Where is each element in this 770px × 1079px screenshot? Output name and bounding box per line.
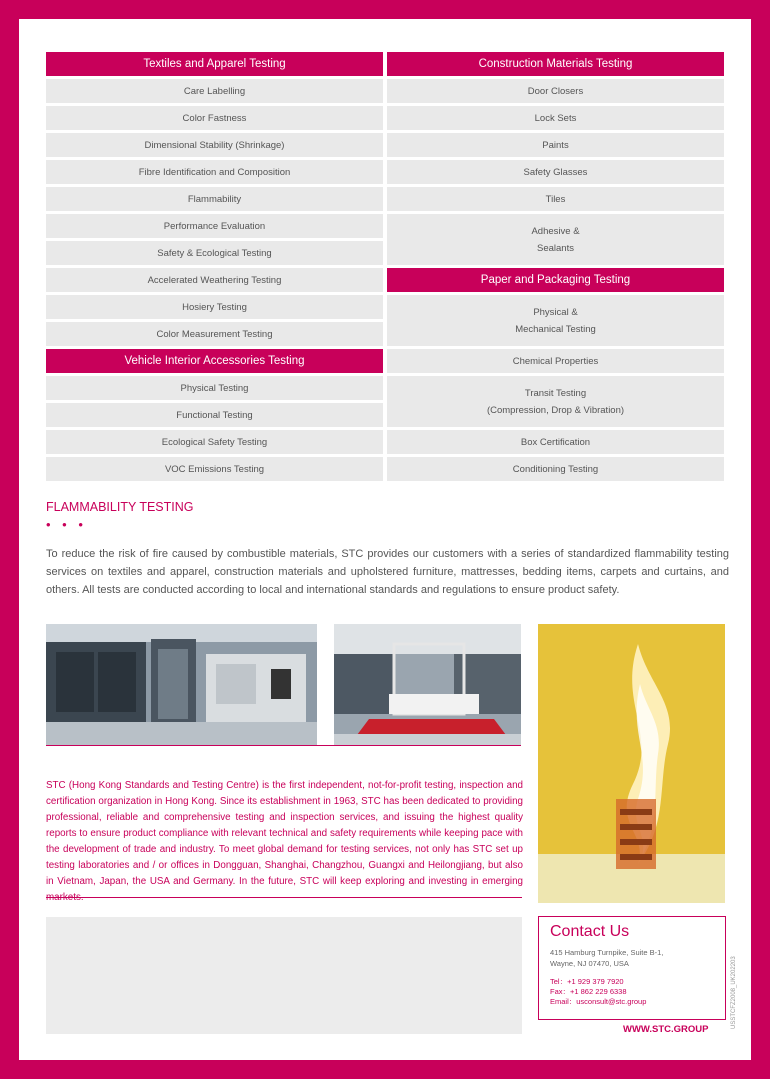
table-row-line: Sealants — [537, 242, 574, 254]
contact-fax: Fax：+1 862 229 6338 — [550, 987, 627, 996]
photo-divider — [46, 745, 521, 746]
contact-address-line1: 415 Hamburg Turnpike, Suite B-1, — [550, 948, 664, 957]
table-row: Functional Testing — [46, 403, 383, 427]
document-code: USSTCFZ2008_UK202203 — [731, 956, 737, 1029]
table-row: Color Fastness — [46, 106, 383, 130]
table-row: Hosiery Testing — [46, 295, 383, 319]
table-row: Lock Sets — [387, 106, 724, 130]
page — [19, 19, 751, 1060]
table-row: Flammability — [46, 187, 383, 211]
contact-title: Contact Us — [550, 923, 630, 940]
table-row: Safety & Ecological Testing — [46, 241, 383, 265]
table-row — [387, 376, 724, 427]
table-row: Physical Testing — [46, 376, 383, 400]
left-test-table — [46, 52, 383, 484]
contact-email[interactable]: Email：usconsult@stc.group — [550, 997, 647, 1006]
table-row: Accelerated Weathering Testing — [46, 268, 383, 292]
table-row-line: Mechanical Testing — [515, 323, 596, 335]
flame-photo — [538, 624, 725, 903]
table-row-line: Transit Testing — [524, 387, 587, 399]
right-test-table — [387, 52, 724, 484]
table-row-line: Adhesive & — [531, 225, 580, 237]
table-row — [387, 295, 724, 346]
table-row: Chemical Properties — [387, 349, 724, 373]
table-header: Construction Materials Testing — [387, 52, 724, 76]
contact-box — [538, 916, 726, 1020]
table-row: Performance Evaluation — [46, 214, 383, 238]
table-row: Door Closers — [387, 79, 724, 103]
table-row-line: Physical & — [533, 306, 578, 318]
table-row: VOC Emissions Testing — [46, 457, 383, 481]
section-intro: To reduce the risk of fire caused by combustible materials, STC provides our customers with a series of standardized flammability testing services on textiles and apparel, construction materials and upholstered furniture, mattresses, bedding items, carpets and curtains, and others. All tests are conducted according to local and international standards and regulations to ensure product safety. — [46, 548, 729, 596]
about-divider — [46, 897, 522, 898]
table-row: Safety Glasses — [387, 160, 724, 184]
table-header: Textiles and Apparel Testing — [46, 52, 383, 76]
table-header: Vehicle Interior Accessories Testing — [46, 349, 383, 373]
table-row: Ecological Safety Testing — [46, 430, 383, 454]
table-row: Tiles — [387, 187, 724, 211]
website-link[interactable]: WWW.STC.GROUP — [623, 1024, 709, 1035]
table-header: Paper and Packaging Testing — [387, 268, 724, 292]
table-row: Conditioning Testing — [387, 457, 724, 481]
section-dots: • • • — [46, 517, 87, 532]
table-row: Fibre Identification and Composition — [46, 160, 383, 184]
table-row: Box Certification — [387, 430, 724, 454]
table-row-line: (Compression, Drop & Vibration) — [486, 404, 625, 416]
gray-panel — [46, 917, 522, 1034]
mattress-test-photo — [334, 624, 521, 745]
lab-chambers-photo — [46, 624, 317, 745]
about-stc: STC (Hong Kong Standards and Testing Centre) is the first independent, not-for-profit testing, inspection and certification organization in Hong Kong. Since its establishment in 1963, STC has been dedicated to providing professional, reliable and comprehensive testing and inspection services, and issuing the highest quality reports to ensure product compliance with relevant technical and safety requirements while keeping pace with the development of trade and industry. To meet global demand for testing services, not only has STC set up testing laboratories and / or offices in Dongguan, Shanghai, Changzhou, Guangxi and Heilongjiang, but also in Vietnam, Japan, the USA and Germany. In the future, STC will keep exploring and investing in emerging — [46, 780, 523, 887]
table-row: Dimensional Stability (Shrinkage) — [46, 133, 383, 157]
table-row: Paints — [387, 133, 724, 157]
contact-tel[interactable]: Tel：+1 929 379 7920 — [550, 977, 624, 986]
table-row: Color Measurement Testing — [46, 322, 383, 346]
contact-address-line2: Wayne, NJ 07470, USA — [550, 959, 629, 968]
table-row — [387, 214, 724, 265]
section-title: FLAMMABILITY TESTING — [46, 500, 194, 514]
table-row: Care Labelling — [46, 79, 383, 103]
